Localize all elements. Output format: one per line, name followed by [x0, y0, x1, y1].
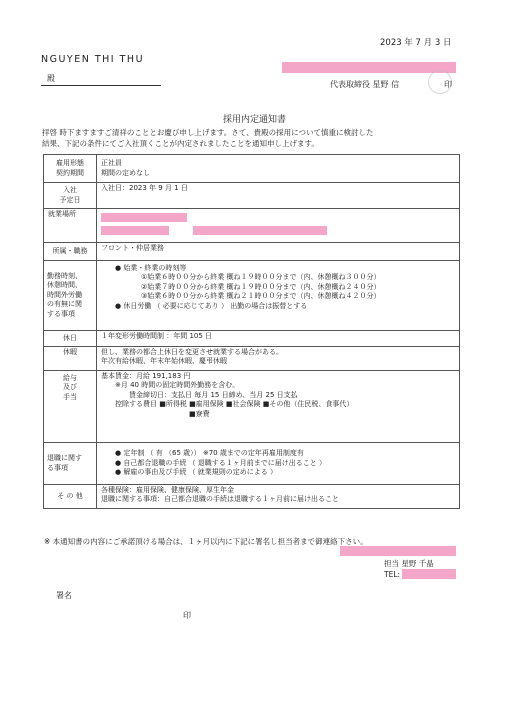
shift-1: ①始業６時００分から終業 概ね１９時００分まで（内、休憩概ね３００分） — [141, 273, 381, 282]
sender-name: 代表取締役 星野 信 — [330, 80, 400, 89]
recipient — [41, 47, 161, 86]
contact-person: 担当 星野 千晶 — [384, 559, 434, 568]
redacted-company — [282, 62, 456, 73]
hours-label: 勤務時刻、 休憩時間、 時間外労働 の有無に関 する事項 — [44, 261, 97, 331]
deductions: 控除する費目 ■所得税 ■雇用保険 ■社会保険 ■その他（住民税、食事代） — [115, 400, 354, 409]
intro-line-2: 結果、下記の条件にてご入社頂くことが内定されましたことを通知申し上げます。 — [42, 139, 319, 148]
retirement-label: 退職に関す る事項 — [44, 443, 97, 485]
company-seal: 印 — [444, 80, 452, 89]
employment-value — [97, 155, 460, 183]
workplace-value — [97, 209, 460, 243]
salary-value — [97, 371, 460, 443]
department-label: 所属・職務 — [44, 243, 97, 261]
signature-seal: 印 — [183, 611, 191, 620]
department-value: フロント・仲居業務 — [97, 243, 460, 261]
leave-value: 但し、業務の都合上休日を変更させ就業する場合がある。 年次有給休暇、年末年始休暇、慶弔休暇 — [97, 347, 460, 371]
base-salary: 基本賃金：月給 191,183 円 — [101, 372, 191, 380]
employment-type: 正社員 — [101, 159, 122, 168]
dismissal-procedure: ● 解雇の事由及び手続 （ 就業規則の定めによる ） — [115, 468, 278, 477]
redacted-contact — [340, 546, 456, 556]
resignation-procedure: ● 自己都合退職の手続 （ 退職する１ヶ月前までに届け出ること ） — [115, 458, 327, 467]
overtime-note: ※月 40 時間の固定時間外勤務を含む。 — [115, 381, 240, 390]
workplace-label: 就業場所 — [44, 209, 97, 243]
redacted-workplace-1 — [101, 213, 187, 222]
hours-value — [97, 261, 460, 331]
recipient-name: NGUYEN THI THU — [41, 54, 145, 65]
join-label: 入社 予定日 — [44, 183, 97, 209]
dormitory-fee: ■寮費 — [189, 409, 210, 418]
redacted-workplace-3 — [193, 226, 327, 235]
document-date: 2023 年 7 月 3 日 — [380, 38, 452, 48]
leave-label: 休暇 — [44, 347, 97, 371]
acceptance-note: ※ 本通知書の内容にご承諾頂ける場合は、１ヶ月以内に下記に署名し担当者まで御連絡下さい。 — [44, 537, 368, 546]
holiday-work: ● 休日労働 （ 必要に応じてあり ） 出勤の場合は振替とする — [115, 301, 308, 310]
other-value: 各種保険：雇用保険、健康保険、厚生年金 退職に関する事項：自己都合退職の手続は退職する１ヶ月前に届け出ること — [97, 485, 460, 509]
salary-label: 給与 及び 手当 — [44, 371, 97, 443]
shift-2: ②始業７時００分から終業 概ね１９時００分まで（内、休憩概ね２４０分） — [141, 282, 381, 291]
holiday-label: 休日 — [44, 331, 97, 347]
conditions-table — [43, 154, 460, 509]
employment-label: 雇用形態 契約期間 — [44, 155, 97, 183]
redacted-tel — [402, 569, 456, 579]
hours-heading: ● 始業・終業の時刻等 — [115, 264, 187, 272]
shift-3: ③始業６時００分から終業 概ね２１時００分まで（内、休憩概ね４２０分） — [141, 292, 381, 301]
retirement-age: ● 定年制 （ 有 （65 歳）） ※70 歳までの定年再雇用制度有 — [115, 449, 304, 458]
intro-line-1: 拝啓 時下ますますご清祥のこととお慶び申し上げます。さて、貴殿の採用について慎重に検討した — [42, 128, 374, 137]
signature-label: 署名 — [56, 591, 72, 600]
recipient-honorific: 殿 — [47, 74, 55, 83]
pay-schedule: 賃金締切日：支払日 毎月 15 日締め、当月 25 日支払 — [129, 390, 298, 399]
retirement-value — [97, 443, 460, 485]
holiday-value: １年変形労働時間制 ：年間 105 日 — [97, 331, 460, 347]
contact-tel-label: TEL: — [384, 570, 401, 579]
other-label: そ の 他 — [44, 485, 97, 509]
join-date: 入社日：2023 年 9 月 1 日 — [97, 183, 460, 209]
redacted-workplace-2 — [101, 226, 169, 235]
page-title: 採用内定通知書 — [222, 115, 286, 125]
contract-period: 期間の定めなし — [101, 168, 150, 177]
